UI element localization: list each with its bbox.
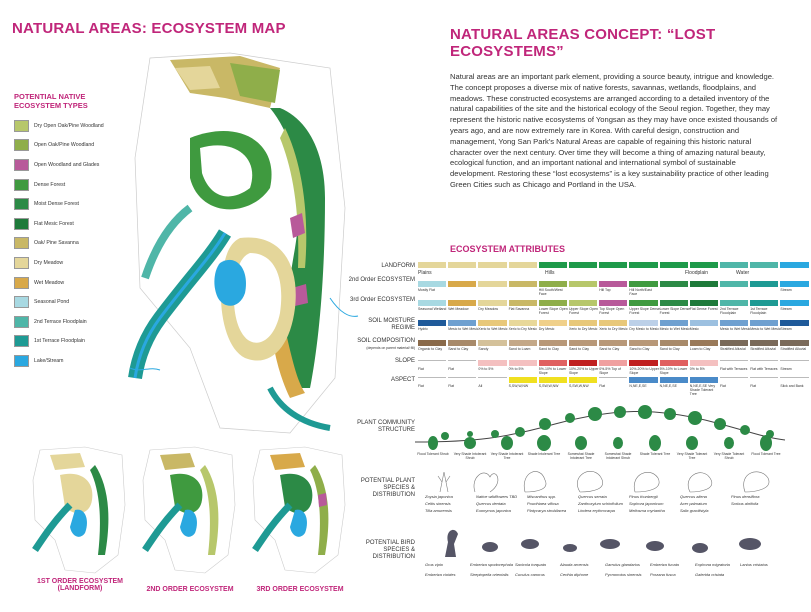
attribute-cell	[720, 281, 748, 287]
attribute-cell	[539, 340, 567, 346]
legend-swatch	[14, 277, 29, 289]
attribute-cell	[509, 340, 537, 346]
attribute-cell	[539, 281, 567, 287]
attribute-cell	[690, 300, 718, 306]
legend-item: Open Oak/Pine Woodland	[14, 136, 104, 156]
attribute-cell	[780, 360, 808, 366]
bird-name: Lanius cristatus	[740, 562, 768, 567]
attribute-cell	[780, 320, 808, 326]
bird-name: Garrulus glandarius	[605, 562, 640, 567]
bird-name: Cuculus canorus	[515, 572, 545, 577]
legend-swatch	[14, 218, 29, 230]
row-label-slope: SLOPE	[394, 358, 415, 364]
landform-water: Water	[736, 270, 750, 276]
attribute-cell	[629, 320, 657, 326]
bird-name: Eophona migratoria	[695, 562, 730, 567]
attribute-cell-text: Xeric to Wet Mesic	[478, 327, 508, 331]
attribute-cell-text: Sand to Clay	[659, 347, 680, 351]
attribute-cell	[720, 360, 748, 366]
attribute-cell	[599, 377, 627, 383]
attribute-cell	[569, 320, 597, 326]
plant-label: Flood Tolerant Tree	[751, 452, 781, 456]
species-name: Euonymus japonica	[476, 508, 511, 513]
bird-name: Galerida cristata	[695, 572, 725, 577]
attribute-cell	[569, 377, 597, 383]
attribute-cell	[660, 300, 688, 306]
plant-label: Somewhat Shade Intolerant Shrub	[604, 452, 632, 460]
species-name: Salix gracilistyla	[680, 508, 709, 513]
attribute-cell-text: Flat	[448, 384, 455, 388]
legend-item: Moist Dense Forest	[14, 194, 104, 214]
attribute-cell-text: Flat with Terraces	[750, 367, 778, 371]
species-name: Zoysia japonica	[425, 494, 453, 499]
attribute-cell	[569, 340, 597, 346]
attribute-cell-text: Stream	[780, 367, 792, 371]
attribute-cell-text: Upper Slope Open Forest	[569, 307, 598, 315]
attribute-cell	[448, 262, 476, 268]
attribute-cell-text: Sand to Clay	[599, 347, 620, 351]
legend-item: 1st Terrace Floodplain	[14, 332, 104, 352]
attribute-cell-text: Sand to Clay	[448, 347, 469, 351]
attribute-cell-text: Dry Mesic	[538, 327, 555, 331]
attribute-cell	[509, 300, 537, 306]
bird-name: Emberiza spodocephala	[470, 562, 513, 567]
attribute-cell-text: Mesic	[689, 327, 699, 331]
attribute-cell	[448, 377, 476, 383]
row-label-2nd-order: 2nd Order ECOSYSTEM	[348, 277, 415, 283]
attribute-cell-text: 0% to 5%	[689, 367, 705, 371]
attribute-cell-text: All	[478, 384, 483, 388]
attribute-cell-text: N,NE,E,SE	[629, 384, 647, 388]
legend-item: Seasonal Pond	[14, 292, 104, 312]
species-name: Quercus dentata	[476, 501, 506, 506]
attribute-cell	[690, 360, 718, 366]
attribute-cell	[720, 262, 748, 268]
legend-swatch	[14, 237, 29, 249]
small-map-3	[250, 445, 350, 575]
legend-swatch	[14, 198, 29, 210]
attribute-cell-text: 5%-10% to Lower Slope	[538, 367, 567, 375]
row-label-landform: LANDFORM	[381, 263, 415, 269]
attribute-cell	[690, 320, 718, 326]
attribute-cell	[750, 281, 778, 287]
species-name: Pinus densiflora	[731, 494, 760, 499]
attribute-cell	[539, 320, 567, 326]
plant-label: Somewhat Shade Intolerant Tree	[567, 452, 595, 460]
bird-name: Grus vipio	[425, 562, 444, 567]
small-map-1-caption: 1ST ORDER ECOSYSTEM (LANDFORM)	[37, 578, 123, 592]
attribute-cell-text: Lower Slope Dense Forest	[659, 307, 691, 315]
species-name: Pourthiaea villosa	[527, 501, 559, 506]
attribute-cell-text: Hill South/West Face	[538, 288, 563, 296]
attribute-cell	[569, 281, 597, 287]
attribute-cell-text: 0% to 5%	[508, 367, 524, 371]
legend-item: Dry Open Oak/Pine Woodland	[14, 116, 104, 136]
species-name: Acer palmatum	[680, 501, 707, 506]
attribute-cell	[660, 262, 688, 268]
attribute-cell-text: Slick and Bank	[780, 384, 804, 388]
attribute-cell	[478, 281, 506, 287]
attribute-cell	[780, 377, 808, 383]
attribute-cell	[599, 360, 627, 366]
species-name: Meliosma myriantha	[629, 508, 665, 513]
row-label-3rd-order: 3rd Order ECOSYSTEM	[349, 297, 415, 303]
attribute-cell	[750, 320, 778, 326]
species-name: Native wildflowers TBD	[476, 494, 518, 499]
plant-label: Shade Intolerant Tree	[527, 452, 561, 456]
legend-item: Dense Forest	[14, 175, 104, 195]
attribute-cell	[448, 340, 476, 346]
plant-label: Very Shade Intolerant Tree	[490, 452, 524, 460]
attribute-cell	[599, 320, 627, 326]
attribute-cell	[660, 320, 688, 326]
landform-plains: Plains	[418, 270, 432, 276]
attribute-cell-text: Mesic to Wet Mesic	[750, 327, 781, 331]
bird-name: Certhia diphone	[560, 572, 589, 577]
attribute-cell-text: Mesic to Wet Mesic	[720, 327, 751, 331]
map-title: NATURAL AREAS: ECOSYSTEM MAP	[12, 20, 286, 37]
legend-swatch	[14, 257, 29, 269]
species-name: Quercus aliena	[680, 494, 707, 499]
species-name: Pinus thunbergii	[629, 494, 658, 499]
bird-species-label: POTENTIAL BIRD SPECIES & DISTRIBUTION	[365, 540, 415, 560]
attribute-cell	[478, 262, 506, 268]
legend-swatch	[14, 316, 29, 328]
bird-name: Streptopelia orientalis	[470, 572, 509, 577]
attribute-cell	[599, 300, 627, 306]
attribute-cell-text: Flat	[599, 384, 606, 388]
attribute-cell-text: Mostly Flat	[418, 288, 435, 292]
attribute-cell	[629, 262, 657, 268]
attribute-cell-text: Hill North/East Face	[629, 288, 652, 296]
plant-species-label: POTENTIAL PLANT SPECIES & DISTRIBUTION	[360, 478, 415, 498]
attribute-cell	[720, 300, 748, 306]
attribute-cell-text: Dry Mesic to Mesic	[629, 327, 659, 331]
legend-swatch	[14, 335, 29, 347]
attribute-cell	[509, 281, 537, 287]
ecosystem-map	[130, 48, 360, 438]
species-name: Tilia amurensis	[425, 508, 452, 513]
attribute-cell	[539, 360, 567, 366]
attribute-cell	[418, 300, 446, 306]
plant-icons	[415, 433, 785, 453]
attribute-cell	[509, 377, 537, 383]
attribute-cell	[690, 377, 718, 383]
legend-item: Wet Meadow	[14, 273, 104, 293]
attribute-cell	[720, 377, 748, 383]
attribute-cell	[539, 300, 567, 306]
legend-swatch	[14, 355, 29, 367]
plant-community-label: PLANT COMMUNITY STRUCTURE	[357, 420, 415, 433]
bird-name: Saxicola torquata	[515, 562, 546, 567]
plant-label: Flood Tolerant Shrub	[417, 452, 449, 456]
attribute-cell	[418, 340, 446, 346]
bird-name: Pycnonotus sinensis	[605, 572, 642, 577]
attribute-cell-text: Top Slope Open Forest	[599, 307, 625, 315]
attribute-cell-text: Stream	[780, 327, 792, 331]
attribute-cell	[418, 281, 446, 287]
species-name: Miscanthus spp.	[527, 494, 556, 499]
row-label-soil: SOIL COMPOSITION	[357, 338, 415, 344]
attribute-cell-text: Sandy	[478, 347, 489, 351]
attribute-cell	[418, 377, 446, 383]
attribute-cell	[569, 360, 597, 366]
attribute-cell	[660, 340, 688, 346]
attribute-cell	[569, 262, 597, 268]
legend-swatch	[14, 159, 29, 171]
plant-label: Very Shade Tolerant Tree	[676, 452, 708, 460]
plant-label: Very Shade Tolerant Shrub	[713, 452, 745, 460]
attribute-cell	[690, 262, 718, 268]
attribute-cell-text: Stream	[780, 288, 792, 292]
attribute-cell-text: 10%-20% to Upper Slope	[569, 367, 599, 375]
plant-label: Shade Tolerant Tree	[639, 452, 671, 456]
attribute-cell	[478, 377, 506, 383]
attribute-cell	[509, 320, 537, 326]
bird-sketches	[430, 522, 785, 562]
attribute-cell-text: 1st Terrace Floodplain	[750, 307, 768, 315]
attribute-cell-text: Stream	[780, 307, 792, 311]
legend-swatch	[14, 296, 29, 308]
attribute-cell	[629, 360, 657, 366]
attribute-cell	[750, 300, 778, 306]
attribute-cell	[478, 340, 506, 346]
attribute-cell-text: Hill Top	[599, 288, 611, 292]
attribute-cell-text: N,NE,E,SE	[659, 384, 677, 388]
species-name: Platycarya strobilacea	[527, 508, 567, 513]
legend-swatch	[14, 179, 29, 191]
attribute-cell-text: Stratified Alluvial	[780, 347, 807, 351]
attribute-cell-text: Upper Slope Dense Forest	[629, 307, 660, 315]
attribute-cell-text: S,SW,W,NW	[538, 384, 559, 388]
attribute-cell	[720, 320, 748, 326]
attribute-cell	[448, 300, 476, 306]
bird-name: Emberiza cioides	[425, 572, 456, 577]
soil-note: (depends on parent material/ fill)	[366, 346, 415, 350]
attribute-cell-text: Sand to Clay	[569, 347, 590, 351]
attribute-cell	[750, 340, 778, 346]
attribute-cell	[750, 262, 778, 268]
attribute-cell-text: Seasonal Wetland	[418, 307, 447, 311]
attribute-cell-text: Loam to Clay	[689, 347, 711, 351]
attribute-cell	[780, 281, 808, 287]
attribute-cell-text: Flat	[418, 367, 424, 371]
landform-floodplain: Floodplain	[685, 270, 709, 276]
concept-title: NATURAL AREAS CONCEPT: “LOST ECOSYSTEMS”	[450, 26, 716, 60]
row-label-aspect: ASPECT	[390, 377, 415, 383]
attribute-cell-text: Mesic to Wet Mesic	[659, 327, 690, 331]
attribute-cell	[660, 281, 688, 287]
attribute-cell	[599, 262, 627, 268]
attribute-cell	[690, 281, 718, 287]
attribute-cell-text: 0%-5% Top of Slope	[599, 367, 621, 375]
legend-swatch	[14, 120, 29, 132]
attribute-cell	[690, 340, 718, 346]
species-name: Sorbus alnifolia	[731, 501, 759, 506]
small-map-1	[30, 445, 130, 575]
plant-label: Very Shade Intolerant Shrub	[453, 452, 487, 460]
plant-sketches	[430, 462, 785, 494]
attribute-cell	[599, 340, 627, 346]
attribute-cell	[418, 360, 446, 366]
attribute-cell	[478, 360, 506, 366]
attribute-cell-text: Flat with Terraces	[720, 367, 748, 371]
attribute-cell-text: Flat Dense Forest	[689, 307, 718, 311]
attribute-cell-text: Sand to Clay	[629, 347, 650, 351]
attribute-cell	[629, 377, 657, 383]
attribute-cell-text: Dry Meadow	[478, 307, 499, 311]
attribute-cell-text: Stratified Alluvial	[750, 347, 776, 351]
legend-item: Open Woodland and Glades	[14, 155, 104, 175]
bird-name: Emberiza fucata	[650, 562, 679, 567]
row-label-moisture: SOIL MOISTURE REGIME	[368, 318, 415, 331]
attribute-cell-text: Flat	[448, 367, 455, 371]
legend-title: POTENTIAL NATIVE ECOSYSTEM TYPES	[14, 92, 88, 110]
legend-item: Flat Mesic Forest	[14, 214, 104, 234]
attribute-cell-text: Sand to Loam	[508, 347, 531, 351]
attribute-cell	[448, 320, 476, 326]
legend-swatch	[14, 139, 29, 151]
species-name: Zanthoxylum schinifolium	[578, 501, 623, 506]
attribute-cell-text: Organic to Clay	[418, 347, 443, 351]
species-name: Lindera erythrocarpa	[578, 508, 615, 513]
attribute-cell-text: Flat	[418, 384, 424, 388]
attribute-cell-text: 0% to 5%	[478, 367, 494, 371]
attribute-cell-text: 2nd Terrace Floodplain	[720, 307, 739, 315]
attribute-cell	[629, 340, 657, 346]
attribute-cell-text: Flat	[750, 384, 757, 388]
bird-name: Alauda arvensis	[560, 562, 589, 567]
attribute-cell	[750, 360, 778, 366]
concept-paragraph: Natural areas are an important park element, providing a source beauty, intrigue and knowledge. The concept proposes a diverse mix of native forests, savannas, wetlands, floodplains, and meadows. These constructed ecosystems are arranged according to a detailed inventory of the natural capabilities of the site and the historical ecology of the Seoul region. Together, they may represent the historic native ecosystems of Yongsan as they may have once existed thousands of years ago, and are now extremely rare in Korea. With careful design, construction and management, Yong San Park's Natural Areas are capable of regaining this historic natural character over the next century. Over time they will become a thing of amazing natural beauty, ecological function, and an important national and international symbol of sustainable development. Restoring these “lost ecosystems” is a key sustainability practice of other leading Green Cities such as Chicago and Portland in the USA.	[450, 72, 778, 189]
attribute-cell-text: Hydric	[418, 327, 428, 331]
attribute-cell-text: Stratified Alluvial	[720, 347, 746, 351]
species-name: Sophora japonicum	[629, 501, 664, 506]
legend-item: 2nd Terrace Floodplain	[14, 312, 104, 332]
attribute-cell-text: 10%-20% to Upper Slope	[629, 367, 659, 375]
species-name: Celtis sinensis	[425, 501, 451, 506]
attribute-cell	[629, 300, 657, 306]
attribute-cell	[478, 300, 506, 306]
small-map-2-caption: 2ND ORDER ECOSYSTEM	[146, 586, 234, 593]
attribute-cell-text: Wet Meadow	[448, 307, 469, 311]
attribute-cell	[780, 340, 808, 346]
attribute-cell-text: S,SW,W,NW	[508, 384, 529, 388]
attribute-cell	[569, 300, 597, 306]
attribute-cell-text: S,SW,W,NW	[569, 384, 589, 388]
attribute-cell-text: Lower Slope Open Forest	[538, 307, 568, 315]
attribute-cell-text: Flat	[720, 384, 726, 388]
attribute-cell	[660, 377, 688, 383]
attribute-cell	[780, 300, 808, 306]
attribute-cell	[720, 340, 748, 346]
attribute-cell	[780, 262, 808, 268]
legend-item: Oak/ Pine Savanna	[14, 234, 104, 254]
small-map-2	[140, 445, 240, 575]
species-name: Quercus serrata	[578, 494, 607, 499]
attribute-cell	[448, 360, 476, 366]
attribute-cell	[599, 281, 627, 287]
attribute-cell	[539, 377, 567, 383]
attribute-cell	[478, 320, 506, 326]
attributes-title: ECOSYSTEM ATTRIBUTES	[450, 244, 566, 254]
legend-item: Dry Meadow	[14, 253, 104, 273]
attribute-cell	[448, 281, 476, 287]
attribute-cell	[629, 281, 657, 287]
attribute-cell	[660, 360, 688, 366]
attribute-cell	[418, 262, 446, 268]
attribute-cell	[509, 360, 537, 366]
attribute-cell	[539, 262, 567, 268]
attribute-cell-text: Xeric to Dry Mesic	[569, 327, 598, 331]
attribute-cell-text: Sand to Clay	[538, 347, 559, 351]
attribute-cell-text: Flat Savanna	[508, 307, 530, 311]
landform-hills: Hills	[545, 270, 555, 276]
attribute-cell-text: Xeric to Dry Mesic	[599, 327, 628, 331]
legend-item: Lake/Stream	[14, 351, 104, 371]
attribute-cell-text: 5%-10% to Lower Slope	[659, 367, 688, 375]
attribute-cell	[509, 262, 537, 268]
bird-name: Porzana fusca	[650, 572, 676, 577]
attribute-cell-text: Xeric to Dry Mesic	[508, 327, 537, 331]
small-map-3-caption: 3RD ORDER ECOSYSTEM	[256, 586, 344, 593]
legend	[14, 116, 104, 371]
attribute-cell	[418, 320, 446, 326]
attribute-cell-text: Mesic to Wet Mesic	[448, 327, 479, 331]
attribute-cell-text: N,NE,E,SE Very Shade Tolerant Tree	[689, 384, 716, 396]
attribute-cell	[750, 377, 778, 383]
